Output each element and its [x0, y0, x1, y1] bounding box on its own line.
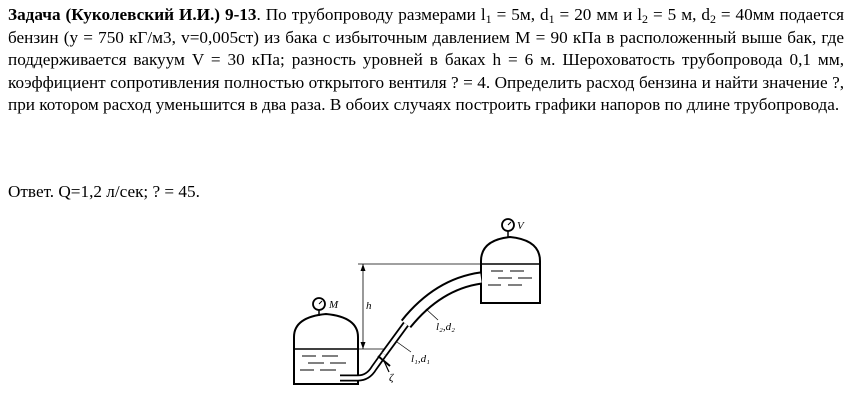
- problem-text-part: . По трубопроводу размерами l: [256, 5, 486, 24]
- problem-text-part: = 20 мм и l: [554, 5, 643, 24]
- vacuum-gauge-icon: [502, 219, 514, 238]
- pipeline-figure: [288, 216, 578, 413]
- subscript: 2: [709, 12, 716, 26]
- label-v: V: [517, 220, 524, 232]
- label-l1-d1: l₁,d₁: [411, 353, 430, 365]
- upper-tank: [481, 237, 540, 303]
- answer-text: Ответ. Q=1,2 л/сек; ? = 45.: [8, 182, 200, 201]
- lower-tank: [294, 314, 358, 384]
- label-h: h: [366, 300, 372, 312]
- label-l2-d2: l₂,d₂: [436, 321, 455, 333]
- subscript: 2: [642, 12, 649, 26]
- label-m: M: [329, 299, 339, 311]
- problem-text-part: = 5 м, d: [648, 5, 710, 24]
- subscript: 1: [548, 12, 555, 26]
- subscript: 1: [485, 12, 492, 26]
- problem-text-part: = 40мм подается бензин (у = 750 кГ/м3, v=0,005ст) из бака с избыточным давлением М = 90 кПа в расположенный выше бак, где поддерживается вакуум V = 30 кПа; разность уровней в баках h = 6 м. Шероховатость трубопровода 0,1 мм, коэффициент сопротивления полностью открытого вентиля ? = 4. Определить расход бензина и найти значение ?, при котором расход уменьшится в два раза. В обоих случаях построить графики напоров по длине трубопровода.: [8, 5, 845, 115]
- problem-text-part: = 5м, d: [491, 5, 549, 24]
- pipe-l2: [384, 278, 481, 354]
- problem-text: [8, 4, 844, 117]
- problem-title: Задача (Куколевский И.И.) 9-13: [8, 5, 257, 24]
- label-zeta: ζ: [389, 372, 394, 384]
